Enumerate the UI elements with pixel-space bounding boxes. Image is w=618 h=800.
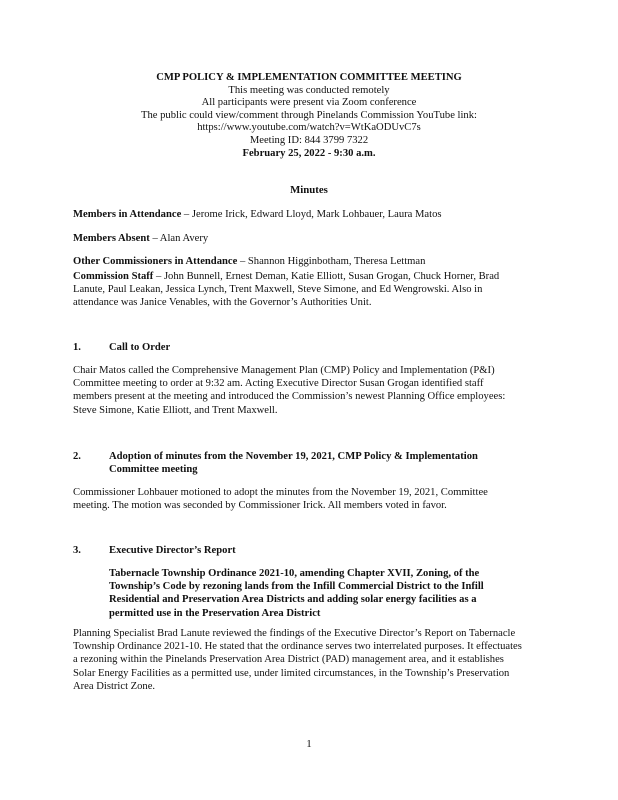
body-line: members present at the meeting and introduced the Commission’s newest Planning Office employees:: [73, 391, 506, 403]
subtitle-line: Township’s Code by rezoning lands from the Infill Commercial District to the Infill: [109, 581, 484, 593]
zoom-note: All participants were present via Zoom conference: [201, 97, 417, 109]
body-line: Area District Zone.: [73, 680, 156, 692]
body-line: Commissioner Lohbauer motioned to adopt the minutes from the November 19, 2021, Committee: [73, 487, 488, 498]
body-line: a rezoning within the Pinelands Preservation Area District (PAD) management area, and it establishes: [73, 654, 504, 666]
staff-line: – John Bunnell, Ernest Deman, Katie Elliott, Susan Grogan, Chuck Horner, Brad: [153, 271, 500, 282]
subtitle-line: Residential and Preservation Area Districts and adding solar energy facilities as a: [109, 594, 477, 606]
members-names: – Jerome Irick, Edward Lloyd, Mark Lohbauer, Laura Matos: [181, 209, 442, 220]
section-number: 3.: [73, 545, 81, 556]
commission-staff: [73, 270, 553, 310]
section-body: [73, 627, 553, 693]
section-title: Executive Director’s Report: [109, 545, 236, 556]
body-line: Township Ordinance 2021-10. He stated that the ordinance serves two interrelated purposes. It effectuates: [73, 641, 522, 653]
section-title: [109, 450, 478, 476]
staff-label: Commission Staff: [73, 271, 154, 282]
staff-line: Lanute, Paul Leakan, Jessica Lynch, Trent Maxwell, Steve Simone, and Ed Wengrowski. Also in: [73, 284, 483, 296]
body-line: Solar Energy Facilities as a permitted use, under limited circumstances, in the Township’s Preservation: [73, 667, 510, 679]
section-title: Call to Order: [109, 342, 171, 353]
youtube-note: The public could view/comment through Pinelands Commission YouTube link:: [141, 109, 477, 121]
page-number: 1: [306, 738, 312, 750]
members-label: Members in Attendance: [73, 209, 182, 220]
members-attendance: [73, 208, 553, 221]
youtube-link[interactable]: https://www.youtube.com/watch?v=WtKaODUvC7s: [197, 122, 421, 134]
body-line: Committee meeting to order at 9:32 am. Acting Executive Director Susan Grogan identified staff: [73, 378, 484, 390]
section-subtitle: [109, 567, 484, 620]
subtitle-line: permitted use in the Preservation Area District: [109, 607, 321, 619]
others-names: – Shannon Higginbotham, Theresa Lettman: [237, 256, 426, 267]
body-line: Chair Matos called the Comprehensive Management Plan (CMP) Policy and Implementation (P&I): [73, 365, 495, 376]
section-number: 1.: [73, 342, 81, 353]
others-label: Other Commissioners in Attendance: [73, 256, 238, 267]
title-line: Adoption of minutes from the November 19, 2021, CMP Policy & Implementation: [109, 451, 478, 462]
meeting-header: [60, 72, 558, 160]
staff-line: attendance was Janice Venables, with the Governor’s Authorities Unit.: [73, 297, 372, 309]
section-body: [73, 486, 553, 512]
body-line: Planning Specialist Brad Lanute reviewed the findings of the Executive Director’s Report on Tabernacle: [73, 628, 516, 639]
members-absent: [73, 232, 553, 245]
meeting-title: CMP POLICY & IMPLEMENTATION COMMITTEE MEETING: [156, 72, 462, 83]
section-number: 2.: [73, 451, 81, 462]
remote-note: This meeting was conducted remotely: [228, 84, 390, 96]
subtitle-line: Tabernacle Township Ordinance 2021-10, amending Chapter XVII, Zoning, of the: [109, 568, 480, 579]
meeting-date: February 25, 2022 - 9:30 a.m.: [242, 147, 376, 159]
body-line: Steve Simone, Katie Elliott, and Trent Maxwell.: [73, 404, 278, 416]
section-body: [73, 364, 553, 417]
body-line: meeting. The motion was seconded by Commissioner Irick. All members voted in favor.: [73, 500, 447, 512]
absent-names: – Alan Avery: [149, 233, 209, 244]
absent-label: Members Absent: [73, 233, 150, 244]
minutes-heading: Minutes: [290, 184, 328, 196]
meeting-id: Meeting ID: 844 3799 7322: [249, 134, 369, 146]
other-commissioners: [73, 255, 553, 268]
title-line: Committee meeting: [109, 464, 198, 476]
